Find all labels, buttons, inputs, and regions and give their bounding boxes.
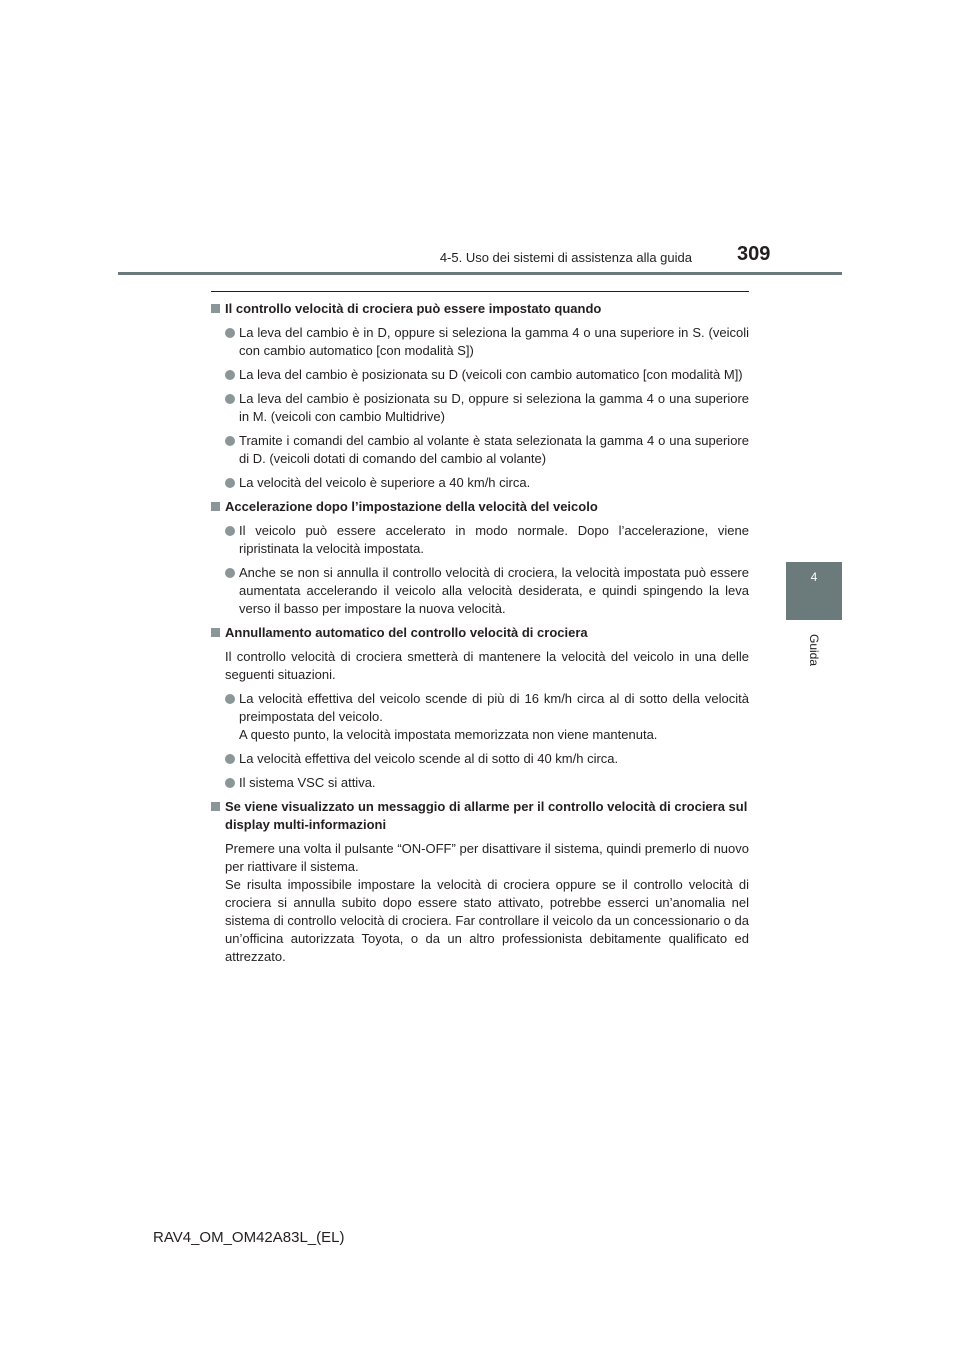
round-bullet-icon bbox=[225, 526, 235, 536]
round-bullet-icon bbox=[225, 436, 235, 446]
round-bullet-icon bbox=[225, 568, 235, 578]
list-item bbox=[211, 474, 749, 492]
section-paragraph bbox=[211, 840, 749, 966]
header-rule bbox=[118, 272, 842, 275]
round-bullet-icon bbox=[225, 370, 235, 380]
section-intro: Il controllo velocità di crociera smetterà di mantenere la velocità del veicolo in una delle seguenti situazioni. bbox=[225, 649, 749, 682]
list-item bbox=[211, 774, 749, 792]
square-bullet-icon bbox=[211, 628, 220, 637]
list-item bbox=[211, 324, 749, 360]
list-item bbox=[211, 432, 749, 468]
list-item-text: La velocità effettiva del veicolo scende di più di 16 km/h circa al di sotto della velocità preimpostata del veicolo. bbox=[239, 691, 749, 724]
round-bullet-icon bbox=[225, 694, 235, 704]
section-heading bbox=[211, 498, 749, 516]
list-item bbox=[211, 564, 749, 618]
section-heading bbox=[211, 300, 749, 318]
section-heading bbox=[211, 798, 749, 834]
section-heading-text: Il controllo velocità di crociera può essere impostato quando bbox=[225, 301, 602, 316]
chapter-label-box bbox=[786, 620, 842, 680]
list-item-text: La velocità del veicolo è superiore a 40 km/h circa. bbox=[239, 475, 531, 490]
section-heading bbox=[211, 624, 749, 642]
section-title: 4-5. Uso dei sistemi di assistenza alla guida bbox=[439, 250, 692, 265]
section-heading-text: Se viene visualizzato un messaggio di allarme per il controllo velocità di crociera sul display multi-informazioni bbox=[225, 799, 748, 832]
list-item bbox=[211, 366, 749, 384]
chapter-tab[interactable] bbox=[786, 562, 842, 620]
section-heading-text: Annullamento automatico del controllo velocità di crociera bbox=[225, 625, 588, 640]
section-heading-text: Accelerazione dopo l’impostazione della velocità del veicolo bbox=[225, 499, 598, 514]
list-item-text: Anche se non si annulla il controllo velocità di crociera, la velocità impostata può essere aumentata accelerando il veicolo alla velocità desiderata, e quindi spingendo la leva verso il basso per impostare la nuova velocità. bbox=[239, 565, 749, 616]
round-bullet-icon bbox=[225, 394, 235, 404]
list-item bbox=[211, 690, 749, 744]
round-bullet-icon bbox=[225, 328, 235, 338]
list-item-text: La velocità effettiva del veicolo scende al di sotto di 40 km/h circa. bbox=[239, 751, 619, 766]
round-bullet-icon bbox=[225, 478, 235, 488]
list-item-note: A questo punto, la velocità impostata memorizzata non viene mantenuta. bbox=[239, 727, 658, 742]
paragraph-text: Premere una volta il pulsante “ON-OFF” per disattivare il sistema, quindi premerlo di nuovo per riattivare il sistema. bbox=[225, 841, 749, 874]
document-code: RAV4_OM_OM42A83L_(EL) bbox=[153, 1229, 345, 1246]
list-item-text: La leva del cambio è posizionata su D, oppure si seleziona la gamma 4 o una superiore in M. (veicoli con cambio Multidrive) bbox=[239, 391, 749, 424]
chapter-label: Guida bbox=[807, 633, 821, 667]
list-item bbox=[211, 522, 749, 558]
list-item-text: Tramite i comandi del cambio al volante è stata selezionata la gamma 4 o una superiore di D. (veicoli dotati di comando del cambio al volante) bbox=[239, 433, 749, 466]
square-bullet-icon bbox=[211, 802, 220, 811]
page-number: 309 bbox=[737, 243, 771, 265]
round-bullet-icon bbox=[225, 778, 235, 788]
square-bullet-icon bbox=[211, 304, 220, 313]
list-item-text: La leva del cambio è in D, oppure si seleziona la gamma 4 o una superiore in S. (veicoli con cambio automatico [con modalità S]) bbox=[239, 325, 749, 358]
list-item-text: Il sistema VSC si attiva. bbox=[239, 775, 376, 790]
list-item bbox=[211, 750, 749, 768]
paragraph-text: Se risulta impossibile impostare la velocità di crociera oppure se il controllo velocità di crociera si annulla subito dopo essere stato attivato, potrebbe esserci un’anomalia nel sistema di controllo velocità di crociera. Far controllare il veicolo da un concessionario o da un’officina autorizzata Toyota, o da un altro professionista debitamente qualificato ed attrezzato. bbox=[225, 877, 749, 964]
list-item-text: La leva del cambio è posizionata su D (veicoli con cambio automatico [con modalità M]) bbox=[239, 367, 743, 382]
page-content bbox=[211, 300, 749, 972]
list-item bbox=[211, 390, 749, 426]
chapter-number: 4 bbox=[810, 570, 818, 584]
round-bullet-icon bbox=[225, 754, 235, 764]
content-rule bbox=[211, 291, 749, 292]
list-item-text: Il veicolo può essere accelerato in modo normale. Dopo l’accelerazione, viene ripristinata la velocità impostata. bbox=[239, 523, 749, 556]
square-bullet-icon bbox=[211, 502, 220, 511]
